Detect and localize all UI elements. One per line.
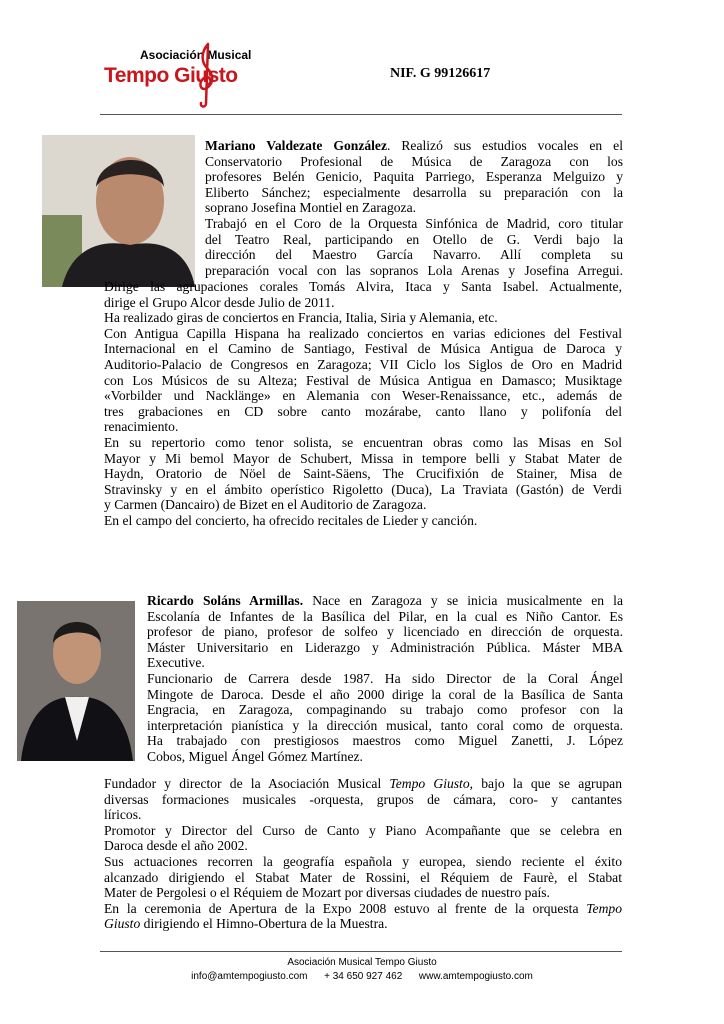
bio-line: Conservatorio Profesional de Música de Zaragoza con los — [205, 153, 623, 169]
bio-line: Trabajó en el Coro de la Orquesta Sinfónica de Madrid, coro titular — [205, 215, 623, 231]
bio-line: renacimiento. — [104, 419, 179, 435]
bio-line: Mater de Pergolesi o el Réquiem de Mozart por diversas ciudades de nuestro país. — [104, 885, 550, 901]
bio-name-ricardo: Ricardo Soláns Armillas. — [147, 593, 304, 608]
tempo-emphasis: Tempo — [586, 900, 622, 916]
bio-name-mariano: Mariano Valdezate González — [205, 138, 387, 153]
bio-line: En la ceremonia de Apertura de la Expo 2008 estuvo al frente de la orquesta Tempo — [104, 900, 622, 916]
bio-line: En el campo del concierto, ha ofrecido recitales de Lieder y canción. — [104, 512, 478, 528]
portrait-ricardo-solans — [17, 601, 135, 761]
bio-line: Auditorio-Palacio de Congresos en Zaragoza; VII Ciclo los Siglos de Oro en Madrid — [104, 356, 622, 372]
bio-line: Daroca desde el año 2002. — [104, 838, 248, 854]
bio-line: profesores Belén Genicio, Paquita Parriego, Esperanza Melguizo y — [205, 169, 623, 185]
bio-line: soprano Josefina Montiel en Zaragoza. — [205, 200, 417, 216]
footer-org-name: Asociación Musical Tempo Giusto — [287, 957, 437, 968]
bio-line: Con Antigua Capilla Hispana ha realizado conciertos en varias ediciones del Festival — [104, 325, 622, 341]
tempo-giusto-emphasis: Tempo Giusto — [389, 776, 470, 791]
bio-line: líricos. — [104, 807, 142, 823]
bio-line: alcanzado dirigiendo el Stabat Mater de Rossini, el Réquiem de Faurè, el Stabat — [104, 869, 622, 885]
bio-line: Ricardo Soláns Armillas. Nace en Zaragoza y se inicia musicalmente en la — [147, 593, 623, 608]
bio-line: interpretación pianística y la dirección musical, tanto coral como de orquesta. — [147, 717, 623, 733]
bio-line: y Carmen (Dancairo) de Bizet en el Auditorio de Zaragoza. — [104, 497, 427, 513]
association-logo — [100, 40, 275, 110]
footer-divider — [100, 951, 622, 952]
bio-line: del Teatro Real, participando en Otello de G. Verdi bajo la — [205, 231, 623, 247]
bio-line: Escolanía de Infantes de la Basílica del Pilar, en la cual es Niño Cantor. Es — [147, 608, 623, 624]
bio-line: Eliberto Sánchez; especialmente desarrolla su preparación con la — [205, 184, 623, 200]
bio-line: Engracia, en Zaragoza, compaginando su trabajo como profesor con la — [147, 702, 623, 718]
bio-line: Haydn, Oratorio de Nöel de Saint-Säens, The Crucifixión de Stainer, Misa de — [104, 466, 622, 482]
bio-line: Executive. — [147, 655, 205, 671]
bio-line: Mayor y Mi bemol Mayor de Schubert, Missa in tempore belli y Stabat Mater de — [104, 450, 622, 466]
bio-line: Sus actuaciones recorren la geografía española y europea, siendo reciente el éxito — [104, 853, 622, 869]
bio-line: Fundador y director de la Asociación Musical Tempo Giusto, bajo la que se agrupan — [104, 776, 622, 791]
bio-line: Promotor y Director del Curso de Canto y Piano Acompañante que se celebra en — [104, 822, 622, 838]
bio-line: Mariano Valdezate González. Realizó sus estudios vocales en el — [205, 138, 623, 153]
bio-line: Stravinsky y en el ámbito operístico Rigoletto (Duca), La Traviata (Gastón) de Verdi — [104, 481, 622, 497]
bio-mariano-body — [104, 279, 622, 529]
bio-line: Mingote de Daroca. Desde el año 2000 dirige la coral de la Basílica de Santa — [147, 686, 623, 702]
bio-line: Dirige las agrupaciones corales Tomás Alvira, Itaca y Santa Isabel. Actualmente, — [104, 279, 622, 294]
bio-line: En su repertorio como tenor solista, se encuentran obras como las Misas en Sol — [104, 434, 622, 450]
footer-contact: info@amtempogiusto.com + 34 650 927 462 www.amtempogiusto.com — [191, 971, 533, 982]
bio-line: Internacional en el Camino de Santiago, Festival de Música Antigua de Daroca y — [104, 341, 622, 357]
treble-clef-icon — [195, 42, 219, 108]
bio-line: «Vorbilder und Nacklänge» en Alemania con Weser-Renaissance, etc., además de — [104, 388, 622, 404]
bio-line: dirige el Grupo Alcor desde Julio de 2011. — [104, 294, 335, 310]
bio-line: profesor de piano, profesor de solfeo y licenciado en dirección de orquesta. — [147, 624, 623, 640]
bio-line: preparación vocal con las sopranos Lola Arenas y Josefina Arregui. — [205, 262, 623, 278]
bio-line: tres grabaciones en CD sobre canto mozárabe, canto llano y polifonía del — [104, 403, 622, 419]
bio-line: dirección del Maestro García Navarro. Allí completa su — [205, 247, 623, 263]
nif-number: NIF. G 99126617 — [390, 66, 491, 81]
bio-line: diversas formaciones musicales -orquesta, grupos de cámara, coro- y cantantes — [104, 791, 622, 807]
logo-main-text: Tempo Giusto — [104, 64, 238, 87]
bio-line: Ha realizado giras de conciertos en Francia, Italia, Siria y Alemania, etc. — [104, 310, 498, 326]
bio-ricardo-intro — [147, 593, 623, 765]
bio-line: Máster Universitario en Liderazgo y Administración Pública. Máster MBA — [147, 639, 623, 655]
logo-top-text: Asociación Musical — [140, 48, 252, 62]
giusto-emphasis: Giusto — [104, 916, 141, 932]
bio-ricardo-body — [104, 776, 622, 932]
bio-line: Giusto dirigiendo el Himno-Obertura de la Muestra. — [104, 916, 388, 932]
bio-line: con Los Músicos de su Alteza; Festival de Música Antigua en Damasco; Musiktage — [104, 372, 622, 388]
portrait-mariano-valdezate — [42, 135, 195, 287]
header-divider — [100, 114, 622, 115]
bio-line: Cobos, Miguel Ángel Gómez Martínez. — [147, 748, 363, 764]
bio-mariano-intro — [205, 138, 623, 278]
bio-line: Ha trabajado con prestigiosos maestros como Miguel Zanetti, J. López — [147, 733, 623, 749]
bio-line: Funcionario de Carrera desde 1987. Ha sido Director de la Coral Ángel — [147, 670, 623, 686]
